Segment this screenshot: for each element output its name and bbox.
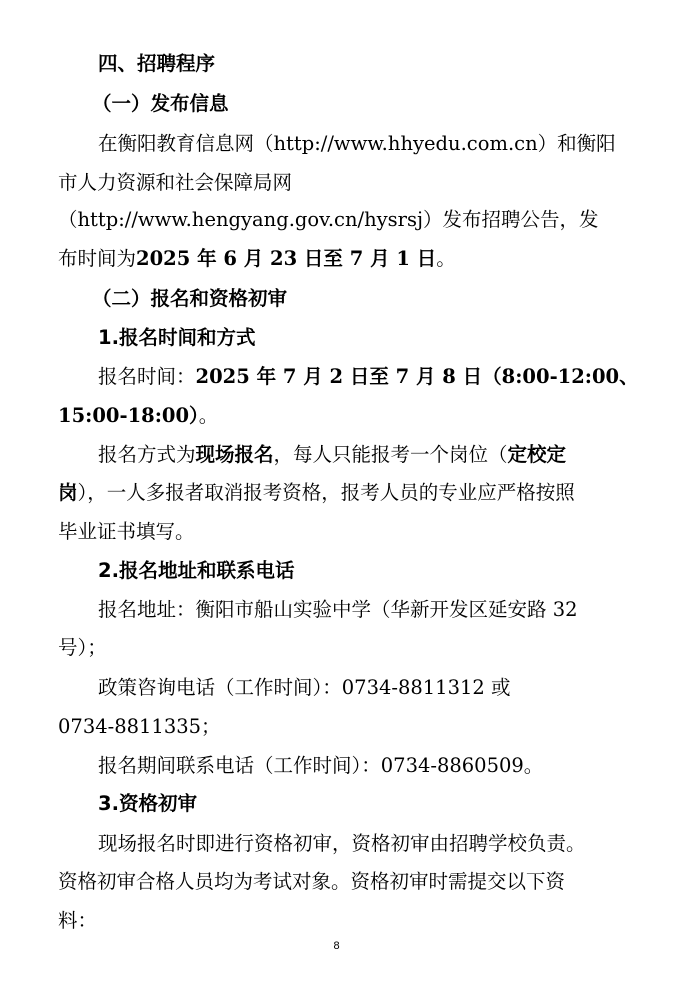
registration-rule-text: ，每人只能报考一个岗位（ <box>273 443 508 466</box>
contact-phone-line: 报名期间联系电话（工作时间）：0734-8860509。 <box>98 754 544 777</box>
para5-line3: 料： <box>58 909 98 932</box>
subsection-publish-info: （一）发布信息 <box>92 92 229 115</box>
fixed-school-post: 定校定 <box>507 443 567 466</box>
fixed-school-post-cont: 岗 <box>58 481 78 504</box>
page-number: 8 <box>333 940 340 952</box>
registration-time-label: 报名时间： <box>98 365 196 388</box>
publish-date-range: 2025 年 6 月 23 日至 7 月 1 日 <box>136 247 437 270</box>
para3-line1 <box>0 443 673 467</box>
para1-line3: （http://www.hengyang.gov.cn/hysrsj）发布招聘公告，发 <box>58 208 599 231</box>
para1-line4 <box>0 247 673 271</box>
para2-line2 <box>0 404 673 428</box>
para2-end: 。 <box>198 404 219 427</box>
heading-qualification-review: 3.资格初审 <box>98 792 197 815</box>
address-line2: 号）； <box>58 636 107 659</box>
registration-rule-text-cont: ），一人多报者取消报考资格，报考人员的专业应严格按照 <box>77 481 575 504</box>
subsection-registration: （二）报名和资格初审 <box>92 287 288 310</box>
para3-line3: 毕业证书填写。 <box>58 520 195 543</box>
para2-line1 <box>0 365 673 389</box>
address-line1: 报名地址：衡阳市船山实验中学（华新开发区延安路 32 <box>98 598 578 621</box>
registration-method-text: 报名方式为 <box>98 443 196 466</box>
para1-line1: 在衡阳教育信息网（http://www.hhyedu.com.cn）和衡阳 <box>98 132 616 155</box>
para5-line1: 现场报名时即进行资格初审，资格初审由招聘学校负责。 <box>98 832 586 855</box>
para5-line2: 资格初审合格人员均为考试对象。资格初审时需提交以下资 <box>58 870 566 893</box>
registration-time-value-cont: 15:00-18:00） <box>58 404 199 427</box>
policy-phone-line2: 0734-8811335； <box>58 715 221 738</box>
policy-phone-line1: 政策咨询电话（工作时间）：0734-8811312 或 <box>98 676 511 699</box>
para1-line2: 市人力资源和社会保障局网 <box>58 171 293 194</box>
registration-time-value: 2025 年 7 月 2 日至 7 月 8 日（8:00-12:00、 <box>195 365 639 388</box>
para1-end: 。 <box>436 247 456 270</box>
heading-time-and-method: 1.报名时间和方式 <box>98 326 256 349</box>
section-title: 四、招聘程序 <box>98 52 216 75</box>
onsite-registration: 现场报名 <box>195 443 274 466</box>
heading-address-phone: 2.报名地址和联系电话 <box>98 559 295 582</box>
para3-line2 <box>0 481 673 505</box>
para1-text: 布时间为 <box>58 247 137 270</box>
